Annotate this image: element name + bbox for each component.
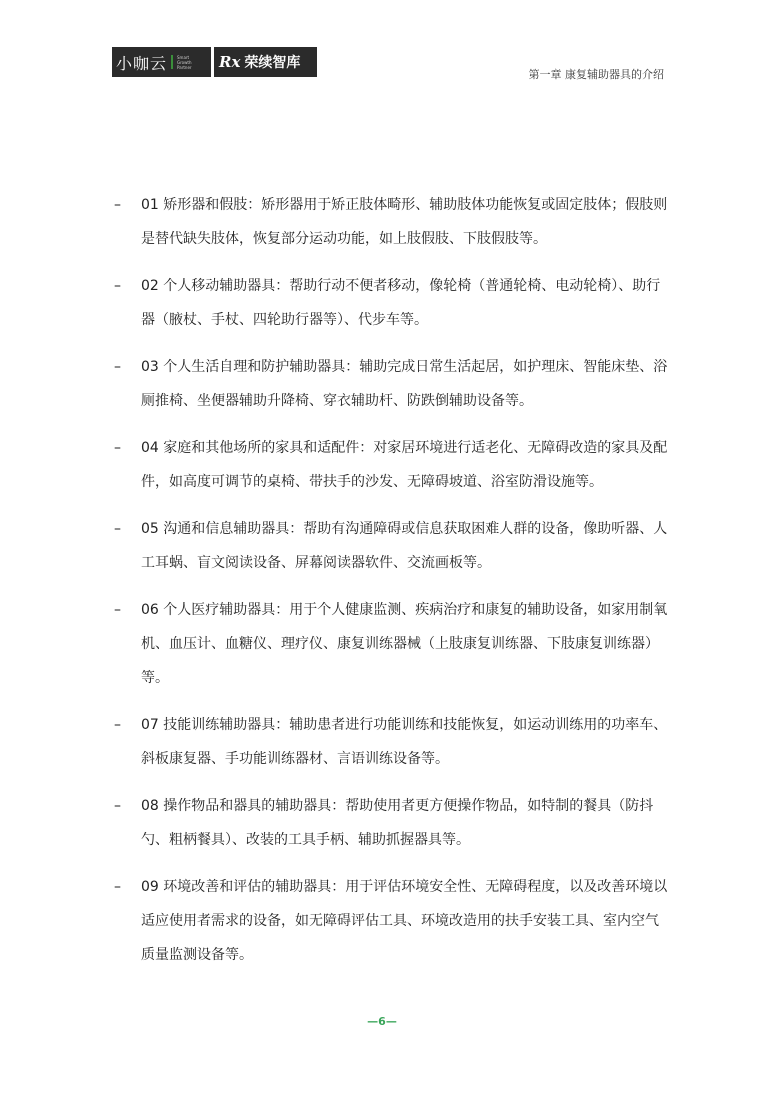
rongxu-logo-text: 荣续智库 [244,55,301,71]
list-bullet: – [114,197,121,213]
list-item [114,593,674,695]
header-logos [112,47,317,77]
rx-mark-icon: Rx [219,53,241,71]
list-item-text: 05 沟通和信息辅助器具：帮助有沟通障碍或信息获取困难人群的设备，像助听器、人工耳蜗、盲文阅读设备、屏幕阅读器软件、交流画板等。 [141,521,668,571]
xiaokayun-logo-text: 小咖云 [116,53,168,73]
chapter-title: 第一章 康复辅助器具的介绍 [528,68,664,81]
list-bullet: – [114,798,121,814]
list-item-text: 01 矫形器和假肢：矫形器用于矫正肢体畸形、辅助肢体功能恢复或固定肢体；假肢则是替代缺失肢体，恢复部分运动功能，如上肢假肢、下肢假肢等。 [141,197,668,247]
list-bullet: – [114,521,121,537]
list-item [114,708,674,776]
list-bullet: – [114,278,121,294]
list-item [114,269,674,337]
list-item [114,512,674,580]
xiaokayun-logo [112,47,211,77]
logo-divider [171,55,173,69]
list-item [114,188,674,256]
list-bullet: – [114,440,121,456]
list-item-text: 09 环境改善和评估的辅助器具：用于评估环境安全性、无障碍程度，以及改善环境以适应使用者需求的设备，如无障碍评估工具、环境改造用的扶手安装工具、室内空气质量监测设备等。 [141,879,668,963]
list-item-text: 06 个人医疗辅助器具：用于个人健康监测、疾病治疗和康复的辅助设备，如家用制氧机、血压计、血糖仪、理疗仪、康复训练器械（上肢康复训练器、下肢康复训练器）等。 [141,602,668,686]
list-item [114,431,674,499]
list-item-text: 03 个人生活自理和防护辅助器具：辅助完成日常生活起居，如护理床、智能床垫、浴厕推椅、坐便器辅助升降椅、穿衣辅助杆、防跌倒辅助设备等。 [141,359,668,409]
list-bullet: – [114,879,121,895]
list-item-text: 04 家庭和其他场所的家具和适配件：对家居环境进行适老化、无障碍改造的家具及配件，如高度可调节的桌椅、带扶手的沙发、无障碍坡道、浴室防滑设施等。 [141,440,668,490]
list-bullet: – [114,717,121,733]
list-item-text: 08 操作物品和器具的辅助器具：帮助使用者更方便操作物品，如特制的餐具（防抖勺、粗柄餐具）、改装的工具手柄、辅助抓握器具等。 [141,798,654,848]
list-item [114,870,674,972]
list-bullet: – [114,602,121,618]
content [114,188,674,985]
list-item [114,789,674,857]
list-item [114,350,674,418]
xiaokayun-logo-subtitle: Smart Growth Partner [177,54,192,70]
list-bullet: – [114,359,121,375]
page-number: —6— [367,1015,397,1028]
list-item-text: 07 技能训练辅助器具：辅助患者进行功能训练和技能恢复，如运动训练用的功率车、斜板康复器、手功能训练器材、言语训练设备等。 [141,717,668,767]
list-item-text: 02 个人移动辅助器具：帮助行动不便者移动，像轮椅（普通轮椅、电动轮椅）、助行器（腋杖、手杖、四轮助行器等）、代步车等。 [141,278,661,328]
rongxu-logo [214,47,317,77]
